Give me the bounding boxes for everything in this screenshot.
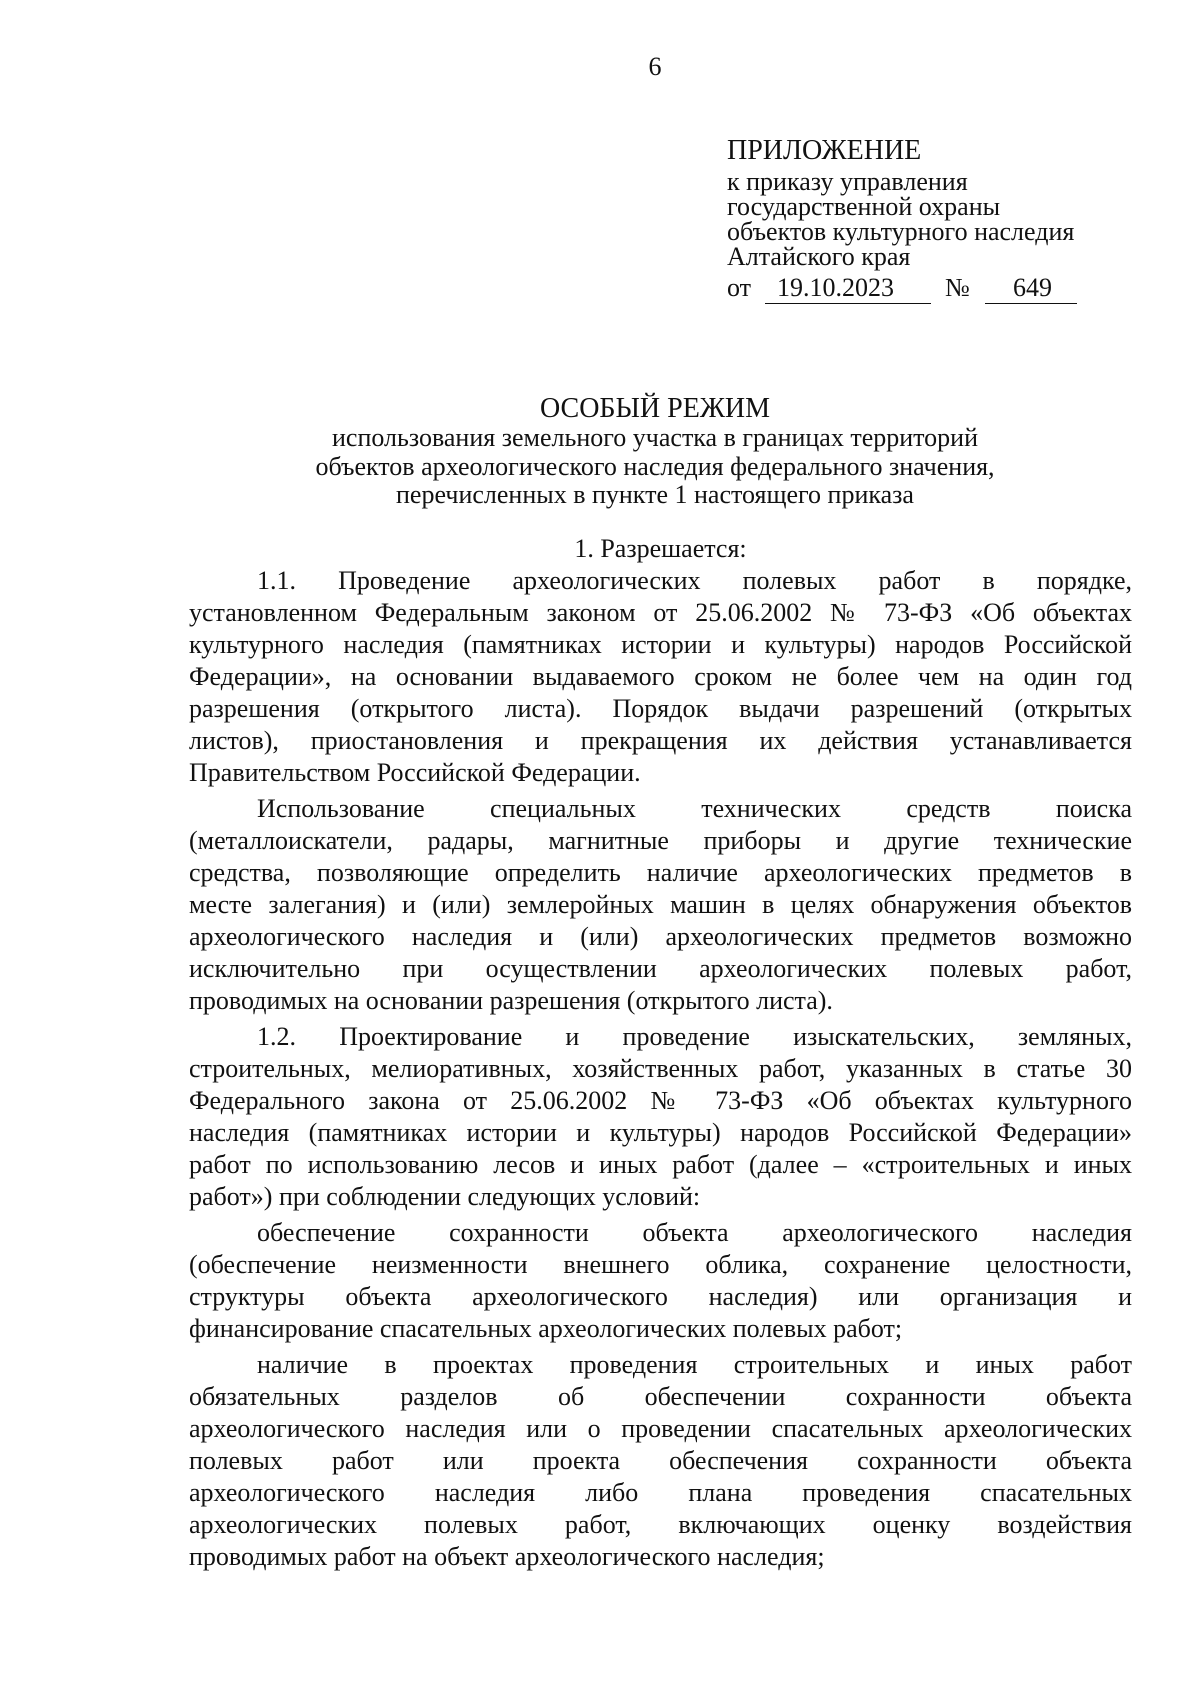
body-text-line: установленном Федеральным законом от 25.06.2002 № 73-ФЗ «Об объектах (189, 598, 1132, 627)
body-text-line: 1.2. Проектирование и проведение изыскательских, земляных, (257, 1022, 1132, 1051)
body-text-line: проводимых работ на объект археологического наследия; (189, 1542, 825, 1571)
body-text-line: работ») при соблюдении следующих условий: (189, 1182, 701, 1211)
body-text-line: наличие в проектах проведения строительных и иных работ (257, 1350, 1132, 1379)
order-number-sign: № (945, 273, 970, 302)
body-text-line: (обеспечение неизменности внешнего облика, сохранение целостности, (189, 1250, 1132, 1279)
appendix-line: Алтайского края (727, 242, 911, 271)
document-subtitle-line: перечисленных в пункте 1 настоящего приказа (396, 480, 914, 509)
body-text-line: культурного наследия (памятниках истории и культуры) народов Российской (189, 630, 1132, 659)
document-subtitle-line: объектов археологического наследия федерального значения, (315, 452, 995, 481)
appendix-line: государственной охраны (727, 192, 1001, 221)
document-subtitle-line: использования земельного участка в границах территорий (331, 423, 979, 452)
appendix-title: ПРИЛОЖЕНИЕ (727, 135, 922, 166)
body-text-line: строительных, мелиоративных, хозяйственных работ, указанных в статье 30 (189, 1054, 1132, 1083)
appendix-block (727, 135, 1167, 305)
body-text-line: наследия (памятниках истории и культуры) народов Российской Федерации» (189, 1118, 1132, 1147)
order-from-label: от (727, 273, 752, 302)
page-number: 6 (648, 52, 662, 81)
order-date: 19.10.2023 (777, 273, 894, 302)
date-underline (765, 303, 931, 304)
body-text-line: средства, позволяющие определить наличие археологических предметов в (189, 858, 1132, 887)
appendix-line: к приказу управления (727, 167, 968, 196)
section-heading: 1. Разрешается: (574, 534, 747, 563)
order-number: 649 (1013, 273, 1052, 302)
body-text-line: 1.1. Проведение археологических полевых работ в порядке, (257, 566, 1132, 595)
body-text-line: финансирование спасательных археологических полевых работ; (189, 1314, 903, 1343)
body-text-line: археологического наследия или о проведении спасательных археологических (189, 1414, 1132, 1443)
body-text-line: археологического наследия либо плана проведения спасательных (189, 1478, 1132, 1507)
body-text-line: месте залегания) и (или) землеройных машин в целях обнаружения объектов (189, 890, 1132, 919)
number-underline (985, 303, 1077, 304)
document-title: ОСОБЫЙ РЕЖИМ (539, 393, 771, 424)
body-text-line: листов), приостановления и прекращения их действия устанавливается (189, 726, 1132, 755)
body-text-line: Федерального закона от 25.06.2002 № 73-ФЗ «Об объектах культурного (189, 1086, 1132, 1115)
body-text-line: разрешения (открытого листа). Порядок выдачи разрешений (открытых (189, 694, 1132, 723)
body-text-line: полевых работ или проекта обеспечения сохранности объекта (189, 1446, 1132, 1475)
body-text-line: Использование специальных технических средств поиска (257, 794, 1132, 823)
body-text-line: археологических полевых работ, включающих оценку воздействия (189, 1510, 1132, 1539)
body-text-line: исключительно при осуществлении археологических полевых работ, (189, 954, 1132, 983)
body-text-line: обеспечение сохранности объекта археологического наследия (257, 1218, 1132, 1247)
body-text-line: Правительством Российской Федерации. (189, 758, 641, 787)
body-text-line: обязательных разделов об обеспечении сохранности объекта (189, 1382, 1132, 1411)
body-text-line: структуры объекта археологического наследия) или организация и (189, 1282, 1132, 1311)
appendix-line: объектов культурного наследия (727, 217, 1075, 246)
body-text-line: археологического наследия и (или) археологических предметов возможно (189, 922, 1132, 951)
body-text-line: (металлоискатели, радары, магнитные приборы и другие технические (189, 826, 1132, 855)
body-text-line: работ по использованию лесов и иных работ (далее – «строительных и иных (189, 1150, 1132, 1179)
body-text-line: проводимых на основании разрешения (открытого листа). (189, 986, 833, 1015)
order-reference (727, 273, 1167, 305)
body-text-line: Федерации», на основании выдаваемого сроком не более чем на один год (189, 662, 1132, 691)
